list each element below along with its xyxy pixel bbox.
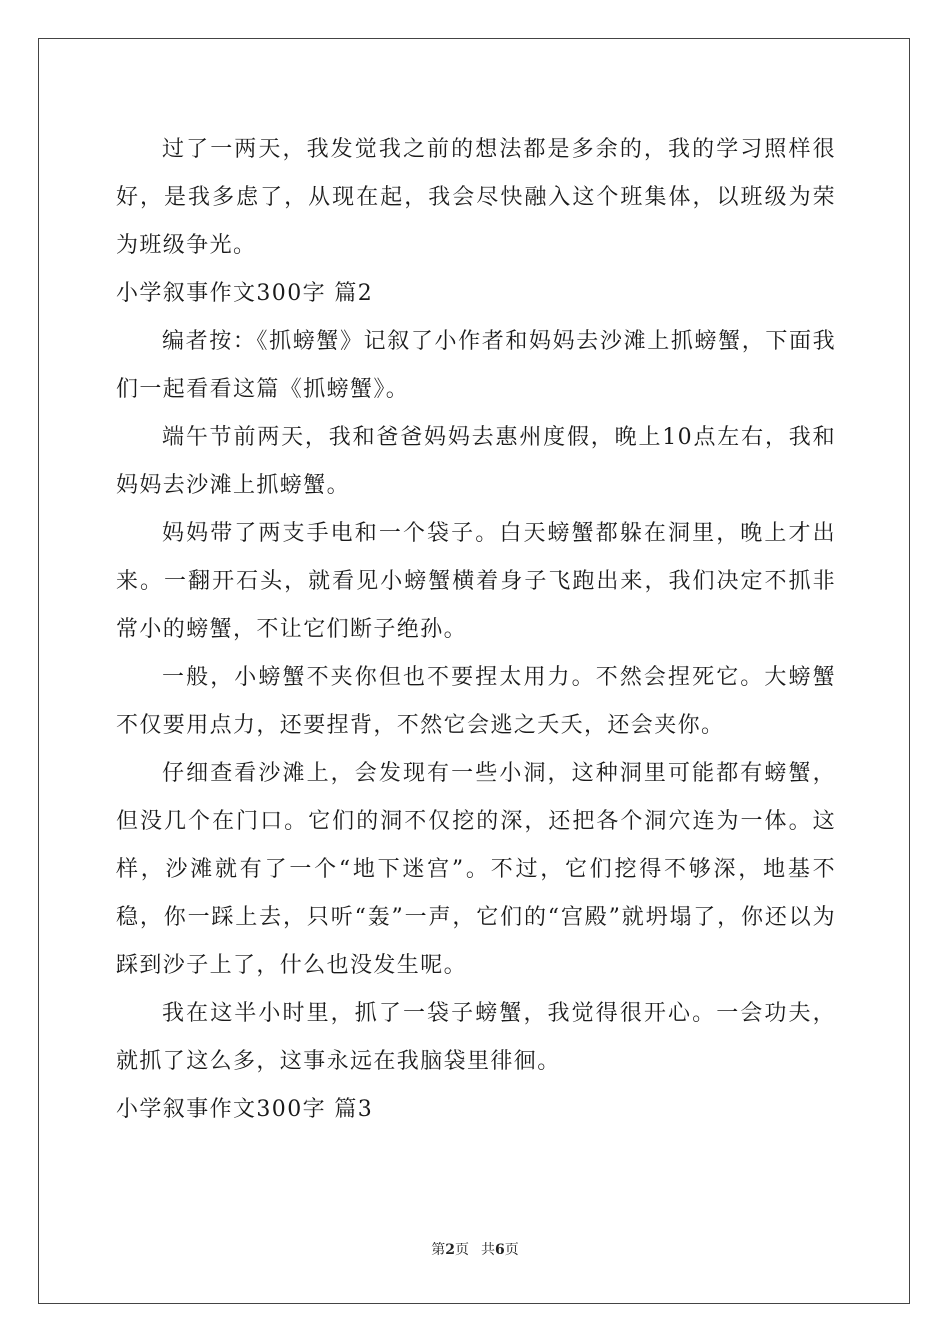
section-heading-3: 小学叙事作文300字 篇3 [116, 1097, 374, 1122]
paragraph-4: 一般，小螃蟹不夹你但也不要捏太用力。不然会捏死它。大螃蟹不仅要用点力，还要捏背，不然它会逃之夭夭，还会夹你。 [116, 665, 836, 738]
paragraph-1: 过了一两天，我发觉我之前的想法都是多余的，我的学习照样很好，是我多虑了，从现在起，我会尽快融入这个班集体，以班级为荣为班级争光。 [116, 137, 836, 258]
page-suffix: 页 [455, 1242, 469, 1258]
page-current: 2 [445, 1242, 455, 1258]
paragraph-editor-note: 编者按：《抓螃蟹》记叙了小作者和妈妈去沙滩上抓螃蟹，下面我们一起看看这篇《抓螃蟹》。 [116, 329, 836, 402]
page-footer [0, 1239, 950, 1259]
paragraph-3: 妈妈带了两支手电和一个袋子。白天螃蟹都躲在洞里，晚上才出来。一翻开石头，就看见小螃蟹横着身子飞跑出来，我们决定不抓非常小的螃蟹，不让它们断子绝孙。 [116, 521, 836, 642]
paragraph-6: 我在这半小时里，抓了一袋子螃蟹，我觉得很开心。一会功夫，就抓了这么多，这事永远在我脑袋里徘徊。 [116, 1001, 836, 1074]
paragraph-5: 仔细查看沙滩上，会发现有一些小洞，这种洞里可能都有螃蟹，但没几个在门口。它们的洞不仅挖的深，还把各个洞穴连为一体。这样，沙滩就有了一个“地下迷宫”。不过，它们挖得不够深，地基不稳，你一踩上去，只听“轰”一声，它们的“宫殿”就坍塌了，你还以为踩到沙子上了，什么也没发生呢。 [116, 761, 836, 978]
section-heading-2: 小学叙事作文300字 篇2 [116, 281, 374, 306]
paragraph-2: 端午节前两天，我和爸爸妈妈去惠州度假，晚上10点左右，我和妈妈去沙滩上抓螃蟹。 [116, 425, 836, 498]
page-total: 6 [495, 1242, 505, 1258]
document-body [116, 126, 836, 1134]
total-prefix: 共 [481, 1242, 495, 1258]
page-prefix: 第 [431, 1242, 446, 1258]
total-suffix: 页 [504, 1242, 519, 1258]
